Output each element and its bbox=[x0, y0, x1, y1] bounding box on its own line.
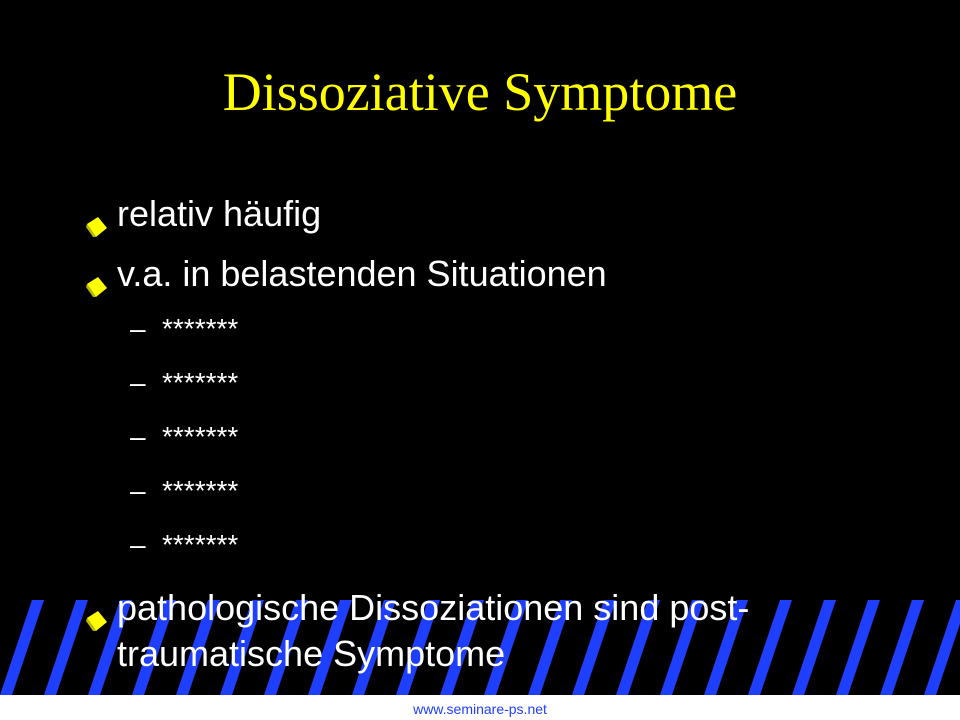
dash-marker: – bbox=[130, 529, 146, 560]
sub-list-item bbox=[130, 313, 530, 345]
sub-list-item bbox=[130, 421, 530, 453]
bullet-item bbox=[86, 585, 906, 677]
dash-marker: – bbox=[130, 475, 146, 506]
dash-marker: – bbox=[130, 421, 146, 452]
sub-item-text: ******* bbox=[162, 475, 239, 506]
sub-list-item bbox=[130, 367, 530, 399]
yellow-diamond-bullet-icon bbox=[86, 203, 108, 225]
bullet-text: relativ häufig bbox=[117, 193, 322, 234]
sub-item-text: ******* bbox=[162, 313, 239, 344]
yellow-diamond-bullet-icon bbox=[86, 597, 108, 619]
dash-marker: – bbox=[130, 367, 146, 398]
yellow-diamond-bullet-icon bbox=[86, 263, 108, 285]
bullet-item bbox=[86, 251, 906, 297]
slide-title: Dissoziative Symptome bbox=[222, 62, 738, 122]
sub-item-text: ******* bbox=[162, 529, 239, 560]
sub-item-text: ******* bbox=[162, 367, 239, 398]
sub-item-text: ******* bbox=[162, 421, 239, 452]
bullet-text: v.a. in belastenden Situationen bbox=[117, 253, 607, 294]
sub-list-item bbox=[130, 475, 530, 507]
footer-url: www.seminare-ps.net bbox=[413, 701, 547, 717]
bullet-text: pathologische Dissoziationen sind post-traumatische Symptome bbox=[117, 587, 750, 674]
sub-list-item bbox=[130, 529, 530, 561]
bullet-item bbox=[86, 191, 906, 237]
dash-marker: – bbox=[130, 313, 146, 344]
